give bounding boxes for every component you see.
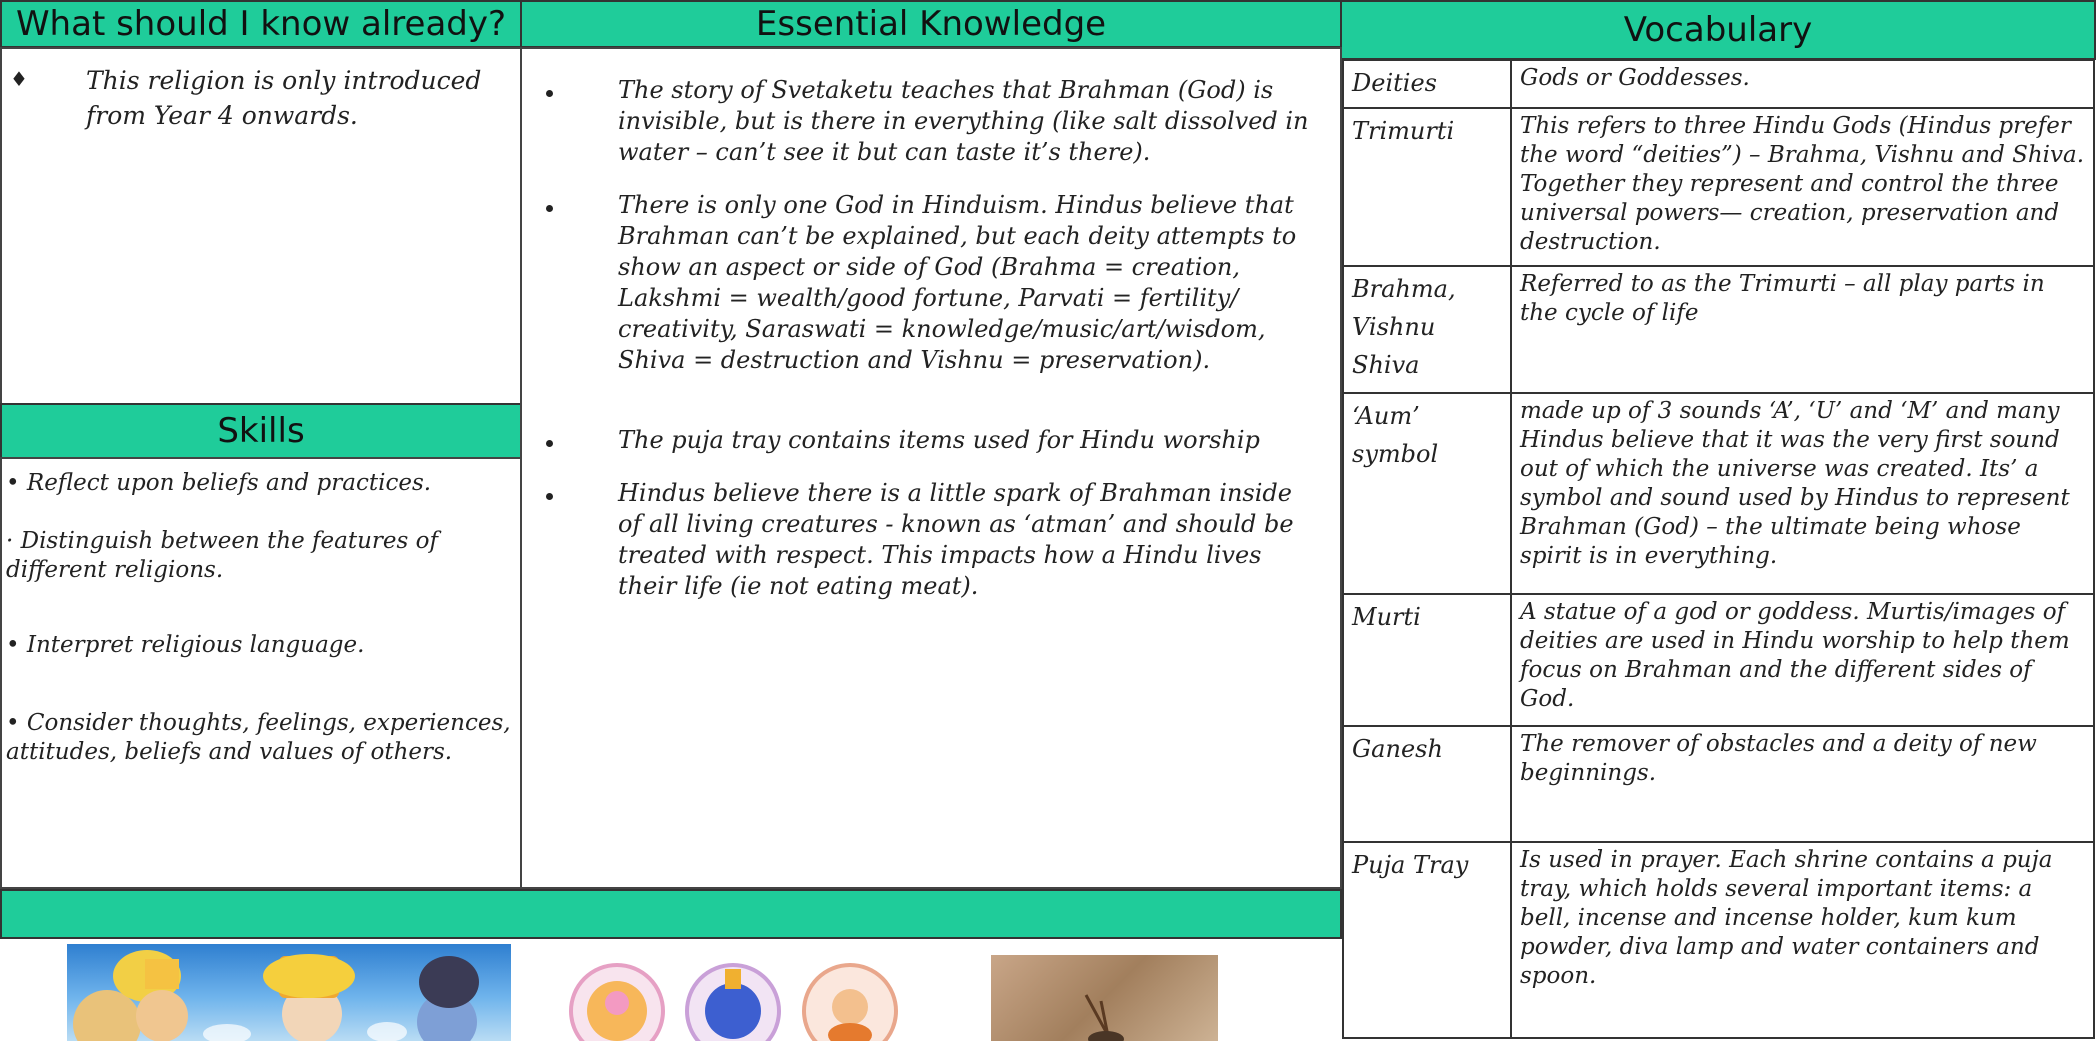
bullet-dot-icon: [546, 493, 553, 500]
vocab-definition: made up of 3 sounds ‘A’, ‘U’ and ‘M’ and many Hindus believe that it was the very first sound out of which the universe was created. Its’ a symbol and sound used by Hindus to represent Brahman (God) – the ultimate being whose spirit is in everything.: [1511, 393, 2094, 594]
knowledge-item: The puja tray contains items used for Hindu worship: [618, 426, 1260, 454]
skill-item: • Interpret religious language.: [6, 632, 365, 658]
essential-knowledge-header: [520, 0, 1342, 48]
prior-knowledge-text: This religion is only introduced from Year 4 onwards.: [86, 66, 482, 130]
incense-photo-image: [991, 955, 1218, 1041]
table-row: [1343, 60, 2094, 108]
vocab-definition: Gods or Goddesses.: [1511, 60, 2094, 108]
diamond-bullet-icon: ♦: [10, 67, 28, 91]
vocab-term: ‘Aum’ symbol: [1343, 393, 1511, 594]
incense-icon: [991, 955, 1218, 1041]
images-band-header: [0, 889, 1342, 939]
prior-knowledge-title: What should I know already?: [15, 4, 507, 44]
prior-knowledge-panel: [0, 47, 522, 405]
bullet-dot-icon: [546, 205, 553, 212]
skills-title: Skills: [217, 411, 305, 451]
bullet-dot-icon: [546, 440, 553, 447]
vocab-term: Trimurti: [1343, 108, 1511, 266]
skills-panel: [0, 457, 522, 889]
table-row: [1343, 594, 2094, 726]
table-row: [1343, 726, 2094, 842]
vocab-term: Puja Tray: [1343, 842, 1511, 1038]
vocabulary-table: [1342, 59, 2095, 1039]
table-row: [1343, 108, 2094, 266]
vocab-term: [1343, 266, 1511, 393]
vocab-definition: Referred to as the Trimurti – all play parts in the cycle of life: [1511, 266, 2094, 393]
trimurti-figures-icon: [67, 944, 511, 1041]
vocab-definition: Is used in prayer. Each shrine contains a puja tray, which holds several important items: a bell, incense and incense holder, kum kum powder, diva lamp and water containers and spoon.: [1511, 842, 2094, 1038]
vocabulary-title: Vocabulary: [1623, 10, 1813, 50]
vocabulary-header: [1340, 0, 2096, 60]
prior-knowledge-header: [0, 0, 522, 48]
skills-header: [0, 403, 522, 459]
table-row: [1343, 842, 2094, 1038]
knowledge-item: Hindus believe there is a little spark of Brahman inside of all living creatures - known as ‘atman’ and should be treated with respect. This impacts how a Hindu lives their life (ie not eating meat).: [618, 479, 1294, 600]
bullet-dot-icon: [546, 90, 553, 97]
vocab-definition: This refers to three Hindu Gods (Hindus prefer the word “deities”) – Brahma, Vishnu and Shiva. Together they represent and control the three universal powers— creation, preservation and destruction.: [1511, 108, 2094, 266]
deity-medallions-icon: [565, 955, 905, 1041]
vocab-term: Ganesh: [1343, 726, 1511, 842]
vocab-term: Murti: [1343, 594, 1511, 726]
table-row: [1343, 266, 2094, 393]
vocab-definition: A statue of a god or goddess. Murtis/images of deities are used in Hindu worship to help them focus on Brahman and the different sides of God.: [1511, 594, 2094, 726]
skill-item: • Reflect upon beliefs and practices.: [6, 470, 432, 496]
table-row: [1343, 393, 2094, 594]
deity-medallions-image: [565, 955, 905, 1041]
essential-knowledge-panel: [520, 47, 1342, 889]
skill-item: · Distinguish between the features of different religions.: [6, 528, 439, 583]
knowledge-item: There is only one God in Hinduism. Hindus believe that Brahman can’t be explained, but each deity attempts to show an aspect or side of God (Brahma = creation, Lakshmi = wealth/good fortune, Parvati = fertility/ creativity, Saraswati = knowledge/music/art/wisdom, Shiva = destruction and Vishnu = preservation).: [618, 191, 1297, 374]
skill-item: • Consider thoughts, feelings, experiences, attitudes, beliefs and values of others.: [6, 710, 511, 765]
vocab-term: Deities: [1343, 60, 1511, 108]
vocab-term-text: Brahma, Vishnu Shiva: [1352, 275, 1456, 379]
knowledge-item: The story of Svetaketu teaches that Brahman (God) is invisible, but is there in everything (like salt dissolved in water – can’t see it but can taste it’s there).: [618, 76, 1309, 166]
vocab-definition: The remover of obstacles and a deity of new beginnings.: [1511, 726, 2094, 842]
trimurti-image: [67, 944, 511, 1041]
essential-knowledge-title: Essential Knowledge: [755, 4, 1107, 44]
